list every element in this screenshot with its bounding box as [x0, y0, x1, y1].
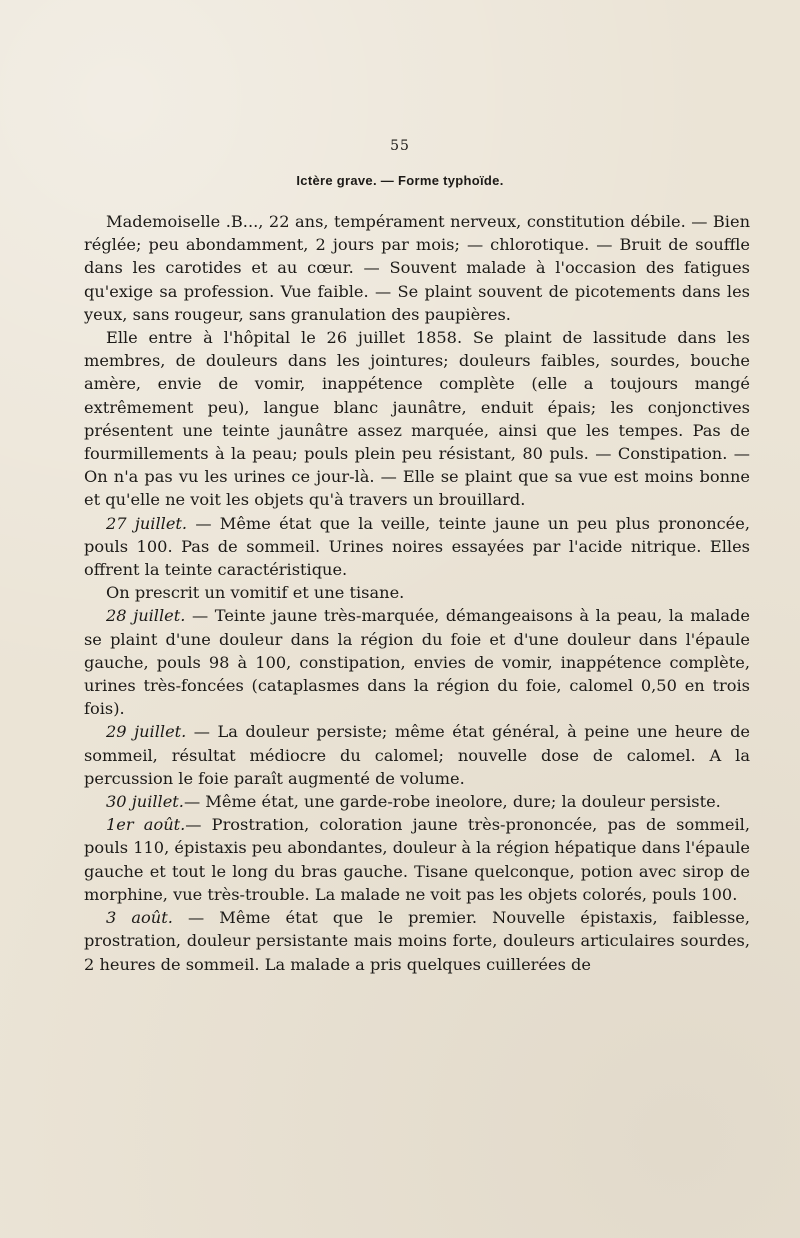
date-label: 1er août.: [106, 815, 186, 835]
date-label: 29 juillet.: [106, 722, 187, 742]
paragraph-text: — La douleur persiste; même état général, à peine une heure de sommeil, résultat médiocre du calomel; nouvelle dose de calomel. A la percussion le foie paraît augmenté de volume.: [84, 722, 751, 788]
paragraph-text: Mademoiselle .B..., 22 ans, tempérament nerveux, constitution débile. — Bien réglée; peu abondamment, 2 jours par mois; — chlorotique. — Bruit de souffle dans les carotides et au cœur. — Souvent malade à l'occasion des fatigues qu'exige sa profession. Vue faible. — Se plaint souvent de picotements dans les yeux, sans rougeur, sans granulation des paupières.: [84, 212, 750, 324]
paragraph-text: — Même état que la veille, teinte jaune un peu plus prononcée, pouls 100. Pas de sommeil. Urines noires essayées par l'acide nitrique. Elles offrent la teinte caractéristique.: [84, 513, 750, 580]
page-number: 55: [390, 138, 410, 154]
paragraph-3: [84, 512, 750, 582]
paragraph-text: Elle entre à l'hôpital le 26 juillet 1858. Se plaint de lassitude dans les membres, de douleurs dans les jointures; douleurs faibles, sourdes, bouche amère, envie de vomir, inappétence complète (elle a toujours mangé extrêmement peu), langue blanc jaunâtre, enduit épais; les conjonctives présentent une teinte jaunâtre assez marquée, ainsi que les tempes. Pas de fourmillements à la peau; pouls plein peu résistant, 80 puls. — Constipation. — On n'a pas vu les urines ce jour-là. — Elle se plaint que sa vue est moins bonne et qu'elle ne voit les objets qu'à travers un brouillard.: [84, 328, 750, 510]
date-label: 28 juillet.: [106, 606, 186, 626]
paragraph-6: [84, 720, 750, 790]
paragraph-4: [84, 581, 750, 604]
date-label: 30 juillet.: [106, 792, 184, 812]
paragraph-8: [84, 813, 750, 906]
section-title: Ictère grave. — Forme typhoïde.: [296, 173, 504, 188]
paragraph-5: [84, 604, 750, 720]
date-label: 3 août.: [106, 908, 173, 928]
paragraph-text: — Teinte jaune très-marquée, démangeaisons à la peau, la malade se plaint d'une douleur dans la région du foie et d'une douleur dans l'épaule gauche, pouls 98 à 100, constipation, envies de vomir, inappétence complète, urines très-foncées (cataplasmes dans la région du foie, calomel 0,50 en trois fois).: [84, 606, 750, 719]
date-label: 27 juillet.: [106, 513, 188, 533]
paragraph-text: On prescrit un vomitif et une tisane.: [106, 583, 405, 603]
paragraph-2: [84, 326, 750, 512]
paragraph-text: — Prostration, coloration jaune très-prononcée, pas de sommeil, pouls 110, épistaxis peu abondantes, douleur à la région hépatique dans l'épaule gauche et tout le long du bras gauche. Tisane quelconque, potion avec sirop de morphine, vue très-trouble. La malade ne voit pas les objets colorés, pouls 100.: [84, 815, 750, 904]
paragraph-9: [84, 906, 750, 976]
paragraph-1: [84, 210, 750, 326]
body-text: [84, 210, 750, 976]
paragraph-7: [84, 790, 750, 813]
paragraph-text: — Même état, une garde-robe ineolore, dure; la douleur persiste.: [183, 792, 721, 812]
paragraph-text: — Même état que le premier. Nouvelle épistaxis, faiblesse, prostration, douleur persistante mais moins forte, douleurs articulaires sourdes, 2 heures de sommeil. La malade a pris quelques cuillerées de: [84, 908, 751, 974]
